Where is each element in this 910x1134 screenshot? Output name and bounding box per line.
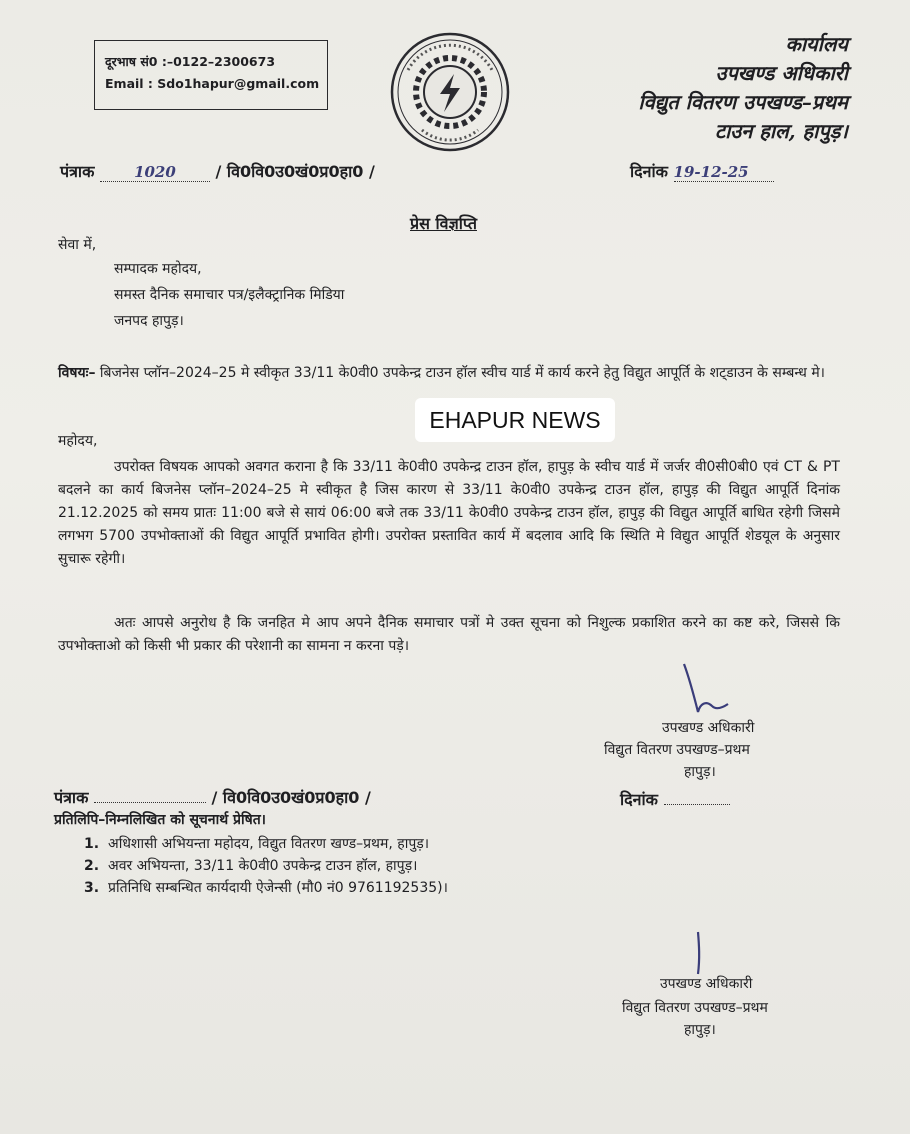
press-release-title: प्रेस विज्ञप्ति	[410, 214, 477, 233]
reference-date	[630, 160, 774, 182]
phone-number: दूरभाष सं0 :–0122–2300673	[105, 54, 276, 69]
watermark-badge: EHAPUR NEWS	[415, 398, 615, 442]
email-address: Email : Sdo1hapur@gmail.com	[105, 76, 320, 91]
addressee-line: सम्पादक महोदय,	[114, 261, 202, 277]
date-field	[674, 162, 774, 182]
date-label: दिनांक	[630, 162, 668, 181]
copy-list-item	[84, 834, 429, 853]
reference-code: / वि0वि0उ0खं0प्र0हा0 /	[215, 162, 375, 181]
greeting: महोदय,	[58, 433, 98, 449]
copy-item-number: 2.	[84, 858, 100, 874]
copy-item-number: 1.	[84, 836, 100, 852]
copy-reference-line	[54, 786, 371, 808]
office-line: उपखण्ड अधिकारी	[715, 61, 848, 85]
date-handwritten: 19-12-25	[673, 163, 749, 181]
signatory-place: हापुड़।	[684, 764, 716, 780]
signatory-office: विद्युत वितरण उपखण्ड–प्रथम	[622, 1000, 768, 1016]
signatory-title: उपखण्ड अधिकारी	[660, 976, 753, 992]
signature-mark	[686, 928, 716, 978]
contact-box	[94, 40, 328, 110]
copy-date-label: दिनांक	[620, 790, 658, 809]
subject-text: बिजनेस प्लॉन–2024–25 मे स्वीकृत 33/11 के0वी0 उपकेन्द्र टाउन हॉल स्वीच यार्ड में कार्य करने हेतु विद्युत आपूर्ति के शट्डाउन के सम्बन्ध मे।	[99, 365, 825, 381]
office-line: विद्युत वितरण उपखण्ड–प्रथम	[638, 90, 848, 114]
copy-reference-date	[620, 788, 730, 810]
copy-list-item	[84, 878, 448, 897]
copy-heading: प्रतिलिपि–निम्नलिखित को सूचनार्थ प्रेषित।	[54, 812, 266, 828]
office-line: टाउन हाल, हापुड़।	[714, 119, 848, 143]
copy-reference-label: पंत्राक	[54, 788, 89, 807]
signatory-place: हापुड़।	[684, 1022, 716, 1038]
subject-label: विषयः–	[58, 365, 96, 381]
copy-item-number: 3.	[84, 880, 100, 896]
office-heading	[638, 30, 848, 146]
copy-reference-number-field	[94, 802, 206, 803]
office-title: कार्यालय	[785, 32, 848, 56]
copy-reference-code: / वि0वि0उ0खं0प्र0हा0 /	[211, 788, 371, 807]
copy-list-item	[84, 856, 417, 875]
department-seal-logo	[388, 30, 512, 154]
addressee-line: समस्त दैनिक समाचार पत्र/इलैक्ट्रानिक मिडिया	[114, 287, 345, 303]
addressee-salutation: सेवा में,	[58, 237, 97, 253]
copy-item-text: प्रतिनिधि सम्बन्धित कार्यदायी ऐजेन्सी (मौ0 नं0 9761192535)।	[108, 880, 448, 896]
reference-number-handwritten: 1020	[134, 163, 176, 181]
reference-line	[60, 160, 375, 182]
body-paragraph-1: उपरोक्त विषयक आपको अवगत कराना है कि 33/11 के0वी0 उपकेन्द्र टाउन हॉल, हापुड़ के स्वीच यार्ड में जर्जर वी0सी0बी0 एवं CT & PT बदलने का कार्य बिजनेस प्लॉन–2024–25 मे स्वीकृत है जिस कारण से 33/11 के0वी0 उपकेन्द्र टाउन हॉल, हापुड़ की विद्युत आपूर्ति दिनांक 21.12.2025 को समय प्रातः 11:00 बजे से सायं 06:00 बजे तक 33/11 के0वी0 उपकेन्द्र टाउन हॉल, हापुड़ की विद्युत आपूर्ति बाधित रहेगी जिसमे लगभग 5700 उपभोक्ताओं की विद्युत आपूर्ति प्रभावित होगी। उपरोक्त प्रस्तावित कार्य में बदलाव आदि कि स्थिति मे विद्युत आपूर्ति शेडयूल के अनुसार सुचारू रहेगी।	[58, 459, 840, 567]
subject-block	[58, 362, 840, 385]
reference-number-field	[100, 162, 210, 182]
signatory-office: विद्युत वितरण उपखण्ड–प्रथम	[604, 742, 750, 758]
copy-date-field	[664, 804, 730, 805]
copy-item-text: अवर अभियन्ता, 33/11 के0वी0 उपकेन्द्र टाउन हॉल, हापुड़।	[108, 858, 418, 874]
reference-label: पंत्राक	[60, 162, 95, 181]
body-paragraph-2: अतः आपसे अनुरोध है कि जनहित मे आप अपने दैनिक समाचार पत्रों मे उक्त सूचना को निशुल्क प्रकाशित करने का कष्ट करे, जिससे कि उपभोक्ताओ को किसी भी प्रकार की परेशानी का सामना न करना पड़े।	[58, 615, 840, 654]
copy-item-text: अधिशासी अभियन्ता महोदय, विद्युत वितरण खण्ड–प्रथम, हापुड़।	[108, 836, 430, 852]
signatory-title: उपखण्ड अधिकारी	[662, 720, 755, 736]
addressee-line: जनपद हापुड़।	[114, 313, 184, 329]
